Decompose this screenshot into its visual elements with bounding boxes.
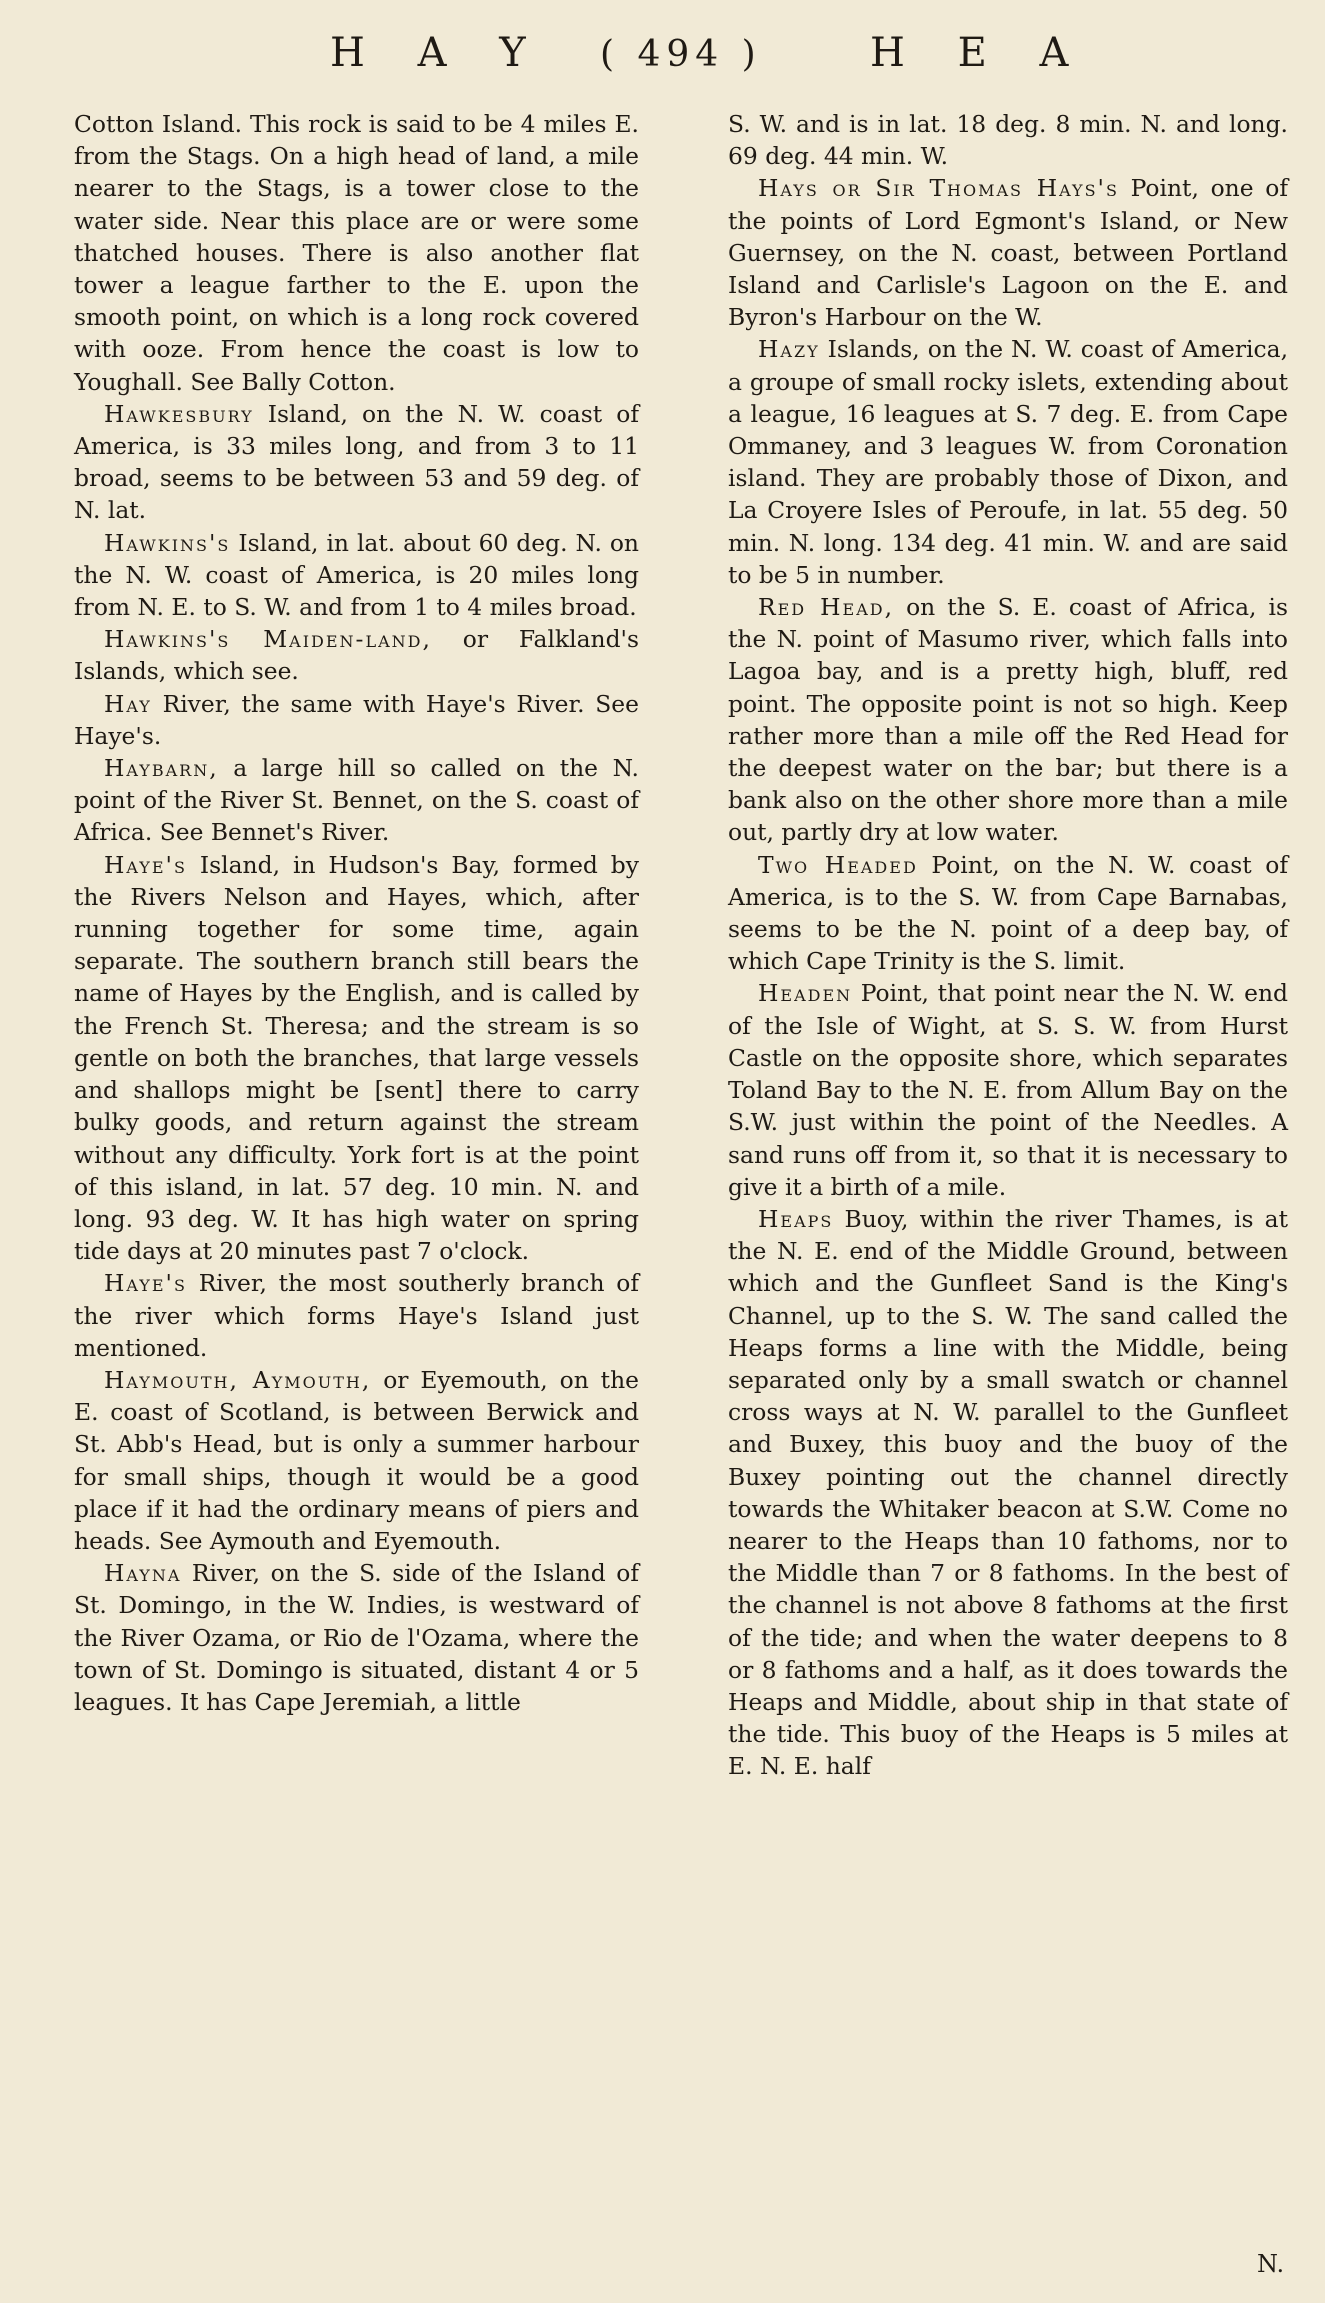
catchword: N.	[1257, 2250, 1285, 2278]
entry-heaps-buoy	[728, 1203, 1288, 1783]
entry-text: Point, one of the points of Lord Egmont's Island, or New Guernsey, on the N. coast, between Portland Island and Carlisle's Lagoon on the E. and Byron's Harbour on the W.	[728, 174, 1288, 332]
header-left-guide-word: H A Y	[330, 30, 546, 76]
entry-red-head	[728, 591, 1288, 849]
entry-cotton-island-continued: Cotton Island. This rock is said to be 4 miles E. from the Stags. On a high head of land, a mile nearer to the Stags, is a tower close to the water side. Near this place are or were some thatched houses. There is also another flat tower a league farther to the E. upon the smooth point, on which is a long rock covered with ooze. From hence the coast is low to Youghall. See Bally Cotton.	[74, 110, 639, 396]
entry-text: on the S. E. coast of Africa, is the N. point of Masumo river, which falls into Lagoa bay, and is a pretty high, bluff, red point. The opposite point is not so high. Keep rather more than a mile off the Red Head for the deepest water on the bar; but there is a bank also on the other shore more than a mile out, partly dry at low water.	[728, 593, 1289, 847]
headword: Haymouth, Aymouth,	[104, 1365, 372, 1394]
entry-hawkins-maiden-land	[74, 623, 639, 687]
entry-text: Island, in Hudson's Bay, formed by the Rivers Nelson and Hayes, which, after running together for some time, again separate. The southern branch still bears the name of Hayes by the English, and is called by the French St. Theresa; and the stream is so gentle on both the branches, that large vessels and shallops might be [sent] there to carry bulky goods, and return against the stream without any difficulty. York fort is at the point of this island, in lat. 57 deg. 10 min. N. and long. 93 deg. W. It has high water on spring tide days at 20 minutes past 7 o'clock.	[74, 850, 639, 1266]
entry-hay-river	[74, 688, 639, 752]
entry-hayna-continued: S. W. and is in lat. 18 deg. 8 min. N. and long. 69 deg. 44 min. W.	[728, 110, 1288, 171]
headword: Hawkins's	[104, 528, 231, 557]
headword: Haye's	[104, 1269, 187, 1298]
entry-headen-point	[728, 977, 1288, 1202]
headword: Heaps	[758, 1204, 834, 1233]
entry-two-headed-point	[728, 849, 1288, 978]
entry-text: Island, on the N. W. coast of America, is 33 miles long, and from 3 to 11 broad, seems to be between 53 and 59 deg. of N. lat.	[74, 399, 639, 525]
entry-text: Buoy, within the river Thames, is at the N. E. end of the Middle Ground, between which and the Gunfleet Sand is the King's Channel, up to the S. W. The sand called the Heaps forms a line with the Middle, being separated only by a small swatch or channel cross ways at N. W. parallel to the Gunfleet and Buxey, this buoy and the buoy of the Buxey pointing out the channel directly towards the Whitaker beacon at S.W. Come no nearer to the Heaps than 10 fathoms, nor to the Middle than 7 or 8 fathoms. In the best of the channel is not above 8 fathoms at the first of the tide; and when the water deepens to 8 or 8 fathoms and a half, as it does towards the Heaps and Middle, about ship in that state of the tide. This buoy of the Heaps is 5 miles at E. N. E. half	[728, 1204, 1288, 1781]
headword: Hayna	[104, 1559, 182, 1588]
entry-text: Point, on the N. W. coast of America, is to the S. W. from Cape Barnabas, seems to be the N. point of a deep bay, of which Cape Trinity is the S. limit.	[728, 850, 1288, 976]
headword: Hawkesbury	[104, 399, 254, 428]
entry-haybarn	[74, 752, 639, 849]
right-column	[728, 108, 1288, 1783]
entry-hayna-river	[74, 1557, 639, 1718]
headword: Haybarn,	[104, 754, 219, 783]
headword: Hays or Sir Thomas Hays's	[758, 174, 1119, 203]
entry-text: Islands, on the N. W. coast of America, a groupe of small rocky islets, extending about a league, 16 leagues at S. 7 deg. E. from Cape Ommaney, and 3 leagues W. from Coronation island. They are probably those of Dixon, and La Croyere Isles of Peroufe, in lat. 55 deg. 50 min. N. long. 134 deg. 41 min. W. and are said to be 5 in number.	[728, 335, 1288, 589]
headword: Headen	[758, 979, 853, 1008]
headword: Hazy	[758, 335, 820, 364]
entry-hayes-island	[74, 849, 639, 1268]
entry-text: River, the same with Haye's River. See Haye's.	[74, 689, 639, 750]
page-number: ( 494 )	[600, 34, 762, 75]
entry-text: or Eyemouth, on the E. coast of Scotland, is between Berwick and St. Abb's Head, but is only a summer harbour for small ships, though it would be a good place if it had the ordinary means of piers and heads. See Aymouth and Eyemouth.	[74, 1365, 639, 1555]
entry-text: Point, that point near the N. W. end of the Isle of Wight, at S. S. W. from Hurst Castle on the opposite shore, which separates Toland Bay to the N. E. from Allum Bay on the S.W. just within the point of the Needles. A sand runs off from it, so that it is necessary to give it a birth of a mile.	[728, 979, 1288, 1201]
header-right-guide-word: H E A	[870, 30, 1089, 76]
entry-text: a large hill so called on the N. point of the River St. Bennet, on the S. coast of Africa. See Bennet's River.	[74, 754, 639, 847]
entry-hawkesbury	[74, 398, 639, 527]
headword: Red Head,	[758, 593, 895, 622]
entry-haymouth	[74, 1364, 639, 1557]
entry-text: River, the most southerly branch of the river which forms Haye's Island just mentioned.	[74, 1269, 639, 1362]
entry-hayes-river	[74, 1267, 639, 1364]
left-column	[74, 108, 639, 1718]
running-head	[0, 30, 1325, 90]
entry-hawkins-island	[74, 527, 639, 624]
headword: Hawkins's Maiden-land,	[104, 625, 432, 654]
headword: Two Headed	[758, 850, 918, 879]
entry-hays-point	[728, 172, 1288, 333]
headword: Haye's	[104, 850, 187, 879]
entry-text: Island, in lat. about 60 deg. N. on the N. W. coast of America, is 20 miles long from N. E. to S. W. and from 1 to 4 miles broad.	[74, 528, 639, 622]
entry-text: River, on the S. side of the Island of St. Domingo, in the W. Indies, is westward of the River Ozama, or Rio de l'Ozama, where the town of St. Domingo is situated, distant 4 or 5 leagues. It has Cape Jeremiah, a little	[74, 1559, 639, 1716]
entry-text: or Falkland's Islands, which see.	[74, 625, 639, 686]
entry-hazy-islands	[728, 333, 1288, 591]
headword: Hay	[104, 689, 152, 718]
